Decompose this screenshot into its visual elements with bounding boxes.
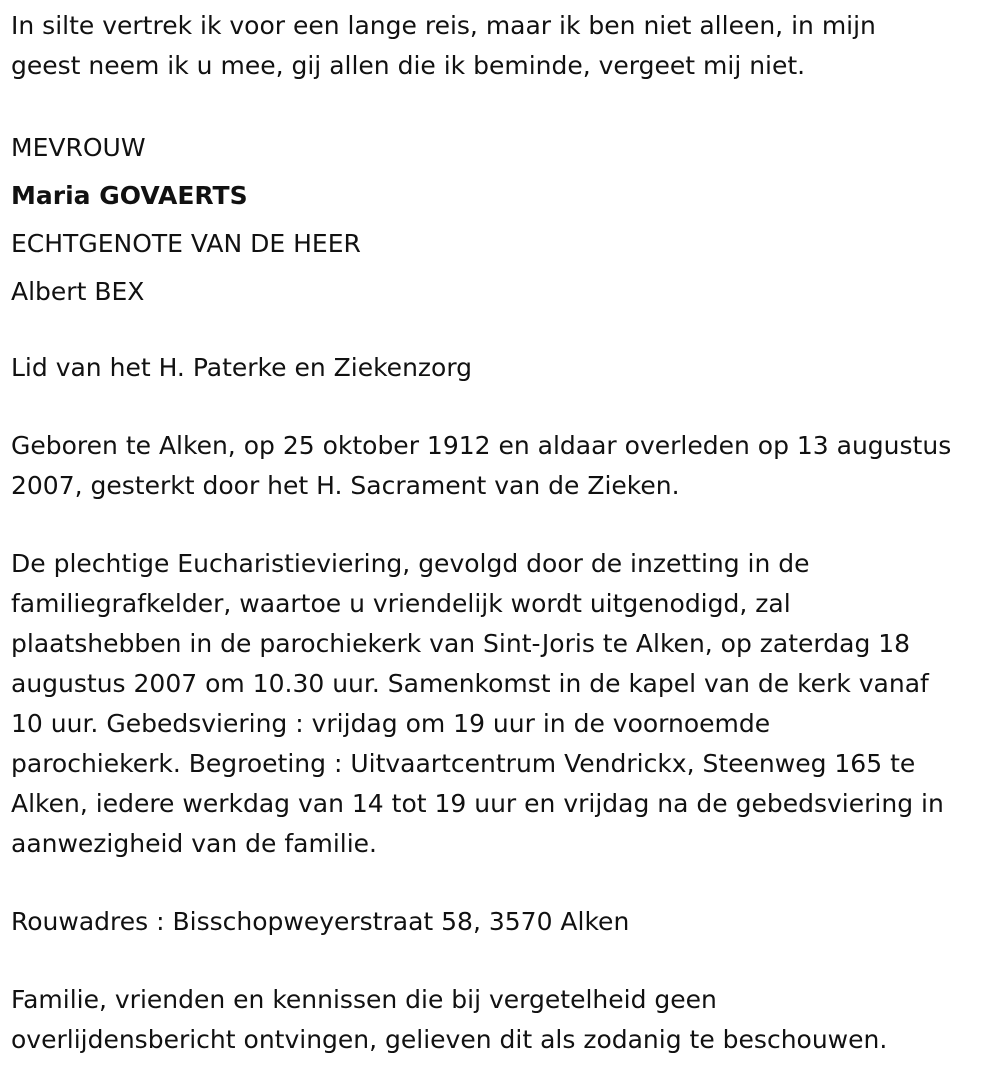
opening-quote: In silte vertrek ik voor een lange reis, maar ik ben niet alleen, in mijn geest neem ik u mee, gij allen die ik beminde, vergeet mij niet. [11, 11, 876, 80]
closing-note: Familie, vrienden en kennissen die bij vergetelheid geen overlijdensbericht ontvingen, gelieven dit als zodanig te beschouwen. [11, 985, 888, 1054]
spacer [11, 942, 990, 980]
deceased-title: MEVROUW [11, 133, 146, 162]
spouse-name: Albert BEX [11, 277, 145, 306]
membership-text: Lid van het H. Paterke en Ziekenzorg [11, 353, 473, 382]
relation-label: ECHTGENOTE VAN DE HEER [11, 229, 361, 258]
birth-death-text: Geboren te Alken, op 25 oktober 1912 en aldaar overleden op 13 augustus 2007, gesterkt door het H. Sacrament van de Zieken. [11, 431, 952, 500]
spacer [11, 388, 990, 426]
spacer [11, 864, 990, 902]
deceased-name: Maria GOVAERTS [11, 181, 248, 210]
spacer [11, 506, 990, 544]
ceremony-text: De plechtige Eucharistieviering, gevolgd door de inzetting in de familiegrafkelder, waartoe u vriendelijk wordt uitgenodigd, zal plaatshebben in de parochiekerk van Sint-Joris te Alken, op zaterdag 18 augustus 2007 om 10.30 uur. Samenkomst in de kapel van de kerk vanaf 10 uur. Gebedsviering : vrijdag om 19 uur in de voornoemde parochiekerk. Begroeting : Uitvaartcentrum Vendrickx, Steenweg 165 te Alken, iedere werkdag van 14 tot 19 uur en vrijdag na de gebedsviering in aanwezigheid van de familie. [11, 549, 944, 858]
mourning-address: Rouwadres : Bisschopweyerstraat 58, 3570 Alken [11, 907, 630, 936]
spacer [11, 316, 990, 348]
spacer [11, 86, 990, 124]
